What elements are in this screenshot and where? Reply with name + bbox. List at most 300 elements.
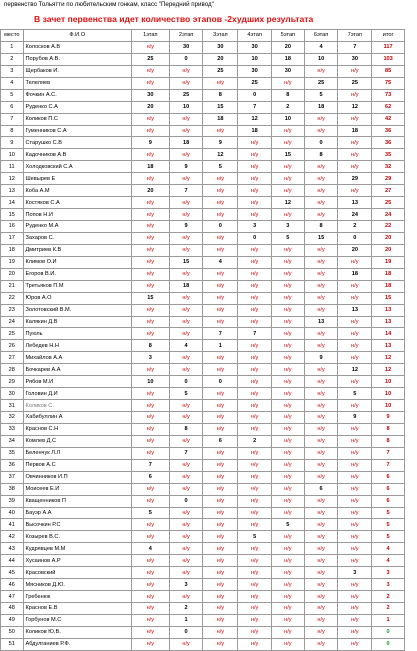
stage-cell: н/у	[203, 185, 238, 197]
stage-cell: 8	[304, 149, 338, 161]
stage-cell: н/у	[169, 77, 203, 89]
place-cell: 19	[1, 256, 24, 268]
name-cell: Кудрявцев М.М	[23, 543, 131, 555]
stage-cell: н/у	[304, 447, 338, 459]
column-header: 3этап	[203, 30, 238, 42]
stage-cell: н/у	[272, 555, 305, 567]
stage-cell: н/у	[238, 471, 272, 483]
stage-cell: н/у	[304, 364, 338, 376]
name-cell: Колосков А.В	[23, 41, 131, 53]
stage-cell: н/у	[238, 423, 272, 435]
stage-cell: н/у	[272, 400, 305, 412]
name-cell: Краснов С.Н	[23, 423, 131, 435]
stage-cell: н/у	[304, 591, 338, 603]
stage-cell: н/у	[203, 447, 238, 459]
place-cell: 35	[1, 447, 24, 459]
stage-cell: н/у	[304, 471, 338, 483]
stage-cell: н/у	[304, 567, 338, 579]
stage-cell: н/у	[203, 197, 238, 209]
stage-cell: 13	[338, 197, 372, 209]
stage-cell: 8	[304, 221, 338, 233]
table-row	[1, 53, 405, 65]
stage-cell: н/у	[131, 244, 169, 256]
stage-cell: н/у	[169, 316, 203, 328]
stage-cell: 7	[131, 459, 169, 471]
stage-cell: н/у	[131, 41, 169, 53]
stage-cell: н/у	[272, 244, 305, 256]
stage-cell: н/у	[131, 256, 169, 268]
stage-cell: н/у	[238, 603, 272, 615]
place-cell: 14	[1, 197, 24, 209]
stage-cell: н/у	[304, 603, 338, 615]
name-cell: Щербаков И.	[23, 65, 131, 77]
stage-cell: н/у	[131, 435, 169, 447]
table-row	[1, 400, 405, 412]
place-cell: 2	[1, 53, 24, 65]
stage-cell: н/у	[131, 221, 169, 233]
stage-cell: н/у	[304, 555, 338, 567]
name-cell: Гребенюк	[23, 591, 131, 603]
table-row	[1, 137, 405, 149]
name-cell: Телеляев	[23, 77, 131, 89]
total-cell: 13	[372, 304, 405, 316]
stage-cell: 5	[272, 232, 305, 244]
stage-cell: н/у	[169, 519, 203, 531]
stage-cell: н/у	[238, 447, 272, 459]
stage-cell: н/у	[203, 507, 238, 519]
stage-cell: н/у	[304, 268, 338, 280]
stage-cell: н/у	[238, 567, 272, 579]
stage-cell: 10	[304, 53, 338, 65]
stage-cell: 9	[203, 137, 238, 149]
stage-cell: н/у	[304, 197, 338, 209]
stage-cell: н/у	[203, 364, 238, 376]
table-row	[1, 125, 405, 137]
stage-cell: 29	[338, 173, 372, 185]
stage-cell: н/у	[272, 423, 305, 435]
stage-cell: н/у	[169, 483, 203, 495]
stage-cell: н/у	[338, 280, 372, 292]
stage-cell: н/у	[203, 412, 238, 424]
stage-cell: 18	[131, 161, 169, 173]
stage-cell: н/у	[203, 626, 238, 638]
place-cell: 16	[1, 221, 24, 233]
stage-cell: н/у	[338, 483, 372, 495]
table-row	[1, 531, 405, 543]
stage-cell: н/у	[203, 591, 238, 603]
stage-cell: н/у	[203, 352, 238, 364]
stage-cell: н/у	[131, 173, 169, 185]
total-cell: 73	[372, 89, 405, 101]
stage-cell: н/у	[338, 185, 372, 197]
stage-cell: н/у	[338, 89, 372, 101]
table-row	[1, 197, 405, 209]
stage-cell: 18	[304, 101, 338, 113]
column-header: итог	[372, 30, 405, 42]
stage-cell: н/у	[238, 579, 272, 591]
stage-cell: н/у	[272, 435, 305, 447]
table-row	[1, 579, 405, 591]
stage-cell: н/у	[272, 268, 305, 280]
place-cell: 43	[1, 543, 24, 555]
total-cell: 5	[372, 507, 405, 519]
table-row	[1, 89, 405, 101]
stage-cell: н/у	[304, 113, 338, 125]
stage-cell: н/у	[169, 412, 203, 424]
stage-cell: 0	[169, 53, 203, 65]
stage-cell: н/у	[238, 400, 272, 412]
stage-cell: 15	[169, 256, 203, 268]
name-cell: Хабибуллин А	[23, 412, 131, 424]
stage-cell: н/у	[272, 77, 305, 89]
stage-cell: 7	[338, 41, 372, 53]
stage-cell: н/у	[131, 280, 169, 292]
stage-cell: 9	[304, 352, 338, 364]
stage-cell: н/у	[238, 495, 272, 507]
stage-cell: 5	[304, 89, 338, 101]
stage-cell: н/у	[338, 626, 372, 638]
total-cell: 7	[372, 447, 405, 459]
stage-cell: н/у	[272, 137, 305, 149]
stage-cell: н/у	[272, 614, 305, 626]
stage-cell: 4	[131, 543, 169, 555]
stage-cell: 25	[338, 77, 372, 89]
column-header: 6этап	[304, 30, 338, 42]
place-cell: 23	[1, 304, 24, 316]
column-header: 2этап	[169, 30, 203, 42]
table-row	[1, 376, 405, 388]
place-cell: 25	[1, 328, 24, 340]
stage-cell: н/у	[304, 626, 338, 638]
stage-cell: 7	[203, 328, 238, 340]
stage-cell: 10	[272, 113, 305, 125]
place-cell: 12	[1, 173, 24, 185]
table-row	[1, 447, 405, 459]
stage-cell: н/у	[304, 304, 338, 316]
stage-cell: 0	[203, 221, 238, 233]
stage-cell: н/у	[203, 603, 238, 615]
stage-cell: н/у	[304, 459, 338, 471]
stage-cell: 1	[203, 340, 238, 352]
stage-cell: н/у	[203, 519, 238, 531]
stage-cell: н/у	[304, 435, 338, 447]
stage-cell: н/у	[131, 483, 169, 495]
stage-cell: н/у	[272, 531, 305, 543]
total-cell: 8	[372, 423, 405, 435]
stage-cell: н/у	[338, 471, 372, 483]
stage-cell: н/у	[304, 531, 338, 543]
total-cell: 5	[372, 531, 405, 543]
stage-cell: н/у	[203, 304, 238, 316]
stage-cell: 2	[238, 435, 272, 447]
stage-cell: н/у	[238, 519, 272, 531]
total-cell: 13	[372, 340, 405, 352]
stage-cell: н/у	[131, 388, 169, 400]
name-cell: Абдулганиев Р.Ф.	[23, 638, 131, 650]
stage-cell: н/у	[304, 388, 338, 400]
place-cell: 28	[1, 364, 24, 376]
stage-cell: 3	[238, 221, 272, 233]
stage-cell: 20	[131, 101, 169, 113]
stage-cell: н/у	[338, 400, 372, 412]
stage-cell: н/у	[238, 256, 272, 268]
stage-cell: н/у	[338, 113, 372, 125]
stage-cell: н/у	[203, 423, 238, 435]
stage-cell: н/у	[131, 614, 169, 626]
stage-cell: н/у	[169, 244, 203, 256]
stage-cell: н/у	[169, 400, 203, 412]
place-cell: 38	[1, 483, 24, 495]
stage-cell: н/у	[272, 364, 305, 376]
table-row	[1, 316, 405, 328]
name-cell: Бочкарев А.А	[23, 364, 131, 376]
stage-cell: н/у	[203, 268, 238, 280]
stage-cell: н/у	[304, 340, 338, 352]
stage-cell: н/у	[272, 638, 305, 650]
stage-cell: н/у	[169, 125, 203, 137]
place-cell: 37	[1, 471, 24, 483]
table-row	[1, 638, 405, 650]
name-cell: Овчинников И.П	[23, 471, 131, 483]
stage-cell: н/у	[304, 328, 338, 340]
stage-cell: н/у	[169, 543, 203, 555]
stage-cell: н/у	[203, 483, 238, 495]
table-row	[1, 495, 405, 507]
place-cell: 15	[1, 209, 24, 221]
table-row	[1, 328, 405, 340]
table-row	[1, 412, 405, 424]
stage-cell: н/у	[338, 316, 372, 328]
place-cell: 9	[1, 137, 24, 149]
stage-cell: н/у	[131, 125, 169, 137]
stage-cell: н/у	[131, 495, 169, 507]
stage-cell: н/у	[238, 555, 272, 567]
stage-cell: н/у	[304, 638, 338, 650]
total-cell: 117	[372, 41, 405, 53]
total-cell: 20	[372, 232, 405, 244]
stage-cell: 9	[131, 137, 169, 149]
stage-cell: 20	[272, 41, 305, 53]
stage-cell: н/у	[203, 400, 238, 412]
name-cell: Климов О.И	[23, 256, 131, 268]
stage-cell: 2	[169, 603, 203, 615]
stage-cell: н/у	[203, 638, 238, 650]
stage-cell: н/у	[203, 388, 238, 400]
stage-cell: н/у	[338, 137, 372, 149]
name-cell: Беленчук Л.Л	[23, 447, 131, 459]
place-cell: 33	[1, 423, 24, 435]
name-cell: Лебедев Н.Н	[23, 340, 131, 352]
stage-cell: 7	[238, 101, 272, 113]
table-row	[1, 173, 405, 185]
stage-cell: н/у	[338, 149, 372, 161]
total-cell: 13	[372, 316, 405, 328]
column-header: 1этап	[131, 30, 169, 42]
total-cell: 2	[372, 591, 405, 603]
stage-cell: 12	[272, 197, 305, 209]
name-cell: Головин Д.И	[23, 388, 131, 400]
name-cell: Краснов Е.В	[23, 603, 131, 615]
stage-cell: 3	[338, 567, 372, 579]
stage-cell: н/у	[238, 352, 272, 364]
stage-cell: н/у	[131, 316, 169, 328]
stage-cell: н/у	[131, 328, 169, 340]
total-cell: 20	[372, 244, 405, 256]
stage-cell: н/у	[304, 185, 338, 197]
total-cell: 6	[372, 495, 405, 507]
place-cell: 51	[1, 638, 24, 650]
results-table-body	[1, 30, 405, 651]
table-row	[1, 352, 405, 364]
stage-cell: 20	[131, 185, 169, 197]
stage-cell: н/у	[131, 268, 169, 280]
stage-cell: н/у	[169, 209, 203, 221]
stage-cell: н/у	[338, 340, 372, 352]
stage-cell: н/у	[238, 614, 272, 626]
stage-cell: 9	[338, 412, 372, 424]
stage-cell: н/у	[238, 209, 272, 221]
stage-cell: н/у	[272, 340, 305, 352]
stage-cell: н/у	[131, 412, 169, 424]
stage-cell: н/у	[131, 77, 169, 89]
stage-cell: н/у	[131, 400, 169, 412]
stage-cell: н/у	[304, 65, 338, 77]
stage-cell: н/у	[272, 471, 305, 483]
stage-cell: н/у	[272, 388, 305, 400]
stage-cell: н/у	[238, 638, 272, 650]
name-cell: Коликов Ю.В.	[23, 626, 131, 638]
stage-cell: 9	[169, 161, 203, 173]
stage-cell: 30	[169, 41, 203, 53]
stage-cell: н/у	[338, 256, 372, 268]
table-row	[1, 161, 405, 173]
stage-cell: н/у	[304, 209, 338, 221]
total-cell: 42	[372, 113, 405, 125]
table-row	[1, 459, 405, 471]
stage-cell: н/у	[338, 459, 372, 471]
total-cell: 24	[372, 209, 405, 221]
place-cell: 26	[1, 340, 24, 352]
stage-cell: 6	[304, 483, 338, 495]
table-row	[1, 435, 405, 447]
stage-cell: н/у	[203, 125, 238, 137]
stage-cell: н/у	[238, 340, 272, 352]
stage-cell: н/у	[238, 173, 272, 185]
stage-cell: н/у	[272, 495, 305, 507]
column-header: место	[1, 30, 24, 42]
stage-cell: н/у	[304, 292, 338, 304]
stage-cell: н/у	[131, 65, 169, 77]
table-row	[1, 507, 405, 519]
place-cell: 17	[1, 232, 24, 244]
stage-cell: н/у	[272, 376, 305, 388]
stage-cell: н/у	[131, 567, 169, 579]
name-cell: Козырев В.С.	[23, 531, 131, 543]
name-cell: Пуюль	[23, 328, 131, 340]
total-cell: 10	[372, 376, 405, 388]
total-cell: 75	[372, 77, 405, 89]
stage-cell: н/у	[272, 483, 305, 495]
stage-cell: н/у	[131, 364, 169, 376]
table-row	[1, 543, 405, 555]
table-row	[1, 101, 405, 113]
stage-cell: 18	[338, 268, 372, 280]
stage-cell: н/у	[338, 435, 372, 447]
place-cell: 41	[1, 519, 24, 531]
place-cell: 42	[1, 531, 24, 543]
stage-cell: н/у	[131, 149, 169, 161]
name-cell: Руденко М.А	[23, 221, 131, 233]
stage-cell: н/у	[304, 412, 338, 424]
stage-cell: 18	[272, 53, 305, 65]
place-cell: 13	[1, 185, 24, 197]
stage-cell: н/у	[338, 555, 372, 567]
table-row	[1, 280, 405, 292]
stage-cell: н/у	[304, 161, 338, 173]
place-cell: 18	[1, 244, 24, 256]
stage-cell: н/у	[238, 412, 272, 424]
stage-cell: 30	[238, 65, 272, 77]
stage-cell: н/у	[272, 352, 305, 364]
table-row	[1, 113, 405, 125]
stage-cell: н/у	[203, 209, 238, 221]
stage-cell: н/у	[203, 292, 238, 304]
stage-cell: н/у	[304, 256, 338, 268]
stage-cell: н/у	[169, 304, 203, 316]
stage-cell: 1	[169, 614, 203, 626]
stage-cell: 18	[338, 125, 372, 137]
name-cell: Юров А.О	[23, 292, 131, 304]
total-cell: 12	[372, 364, 405, 376]
stage-cell: н/у	[169, 567, 203, 579]
table-row	[1, 65, 405, 77]
place-cell: 50	[1, 626, 24, 638]
stage-cell: н/у	[169, 149, 203, 161]
stage-cell: 5	[203, 161, 238, 173]
stage-cell: 3	[169, 579, 203, 591]
total-cell: 10	[372, 388, 405, 400]
total-cell: 14	[372, 328, 405, 340]
stage-cell: 0	[169, 495, 203, 507]
total-cell: 0	[372, 626, 405, 638]
place-cell: 29	[1, 376, 24, 388]
stage-cell: н/у	[338, 591, 372, 603]
table-row	[1, 292, 405, 304]
place-cell: 1	[1, 41, 24, 53]
total-cell: 22	[372, 221, 405, 233]
stage-cell: 5	[338, 388, 372, 400]
table-row	[1, 364, 405, 376]
stage-cell: 8	[272, 89, 305, 101]
table-row	[1, 149, 405, 161]
stage-cell: н/у	[131, 519, 169, 531]
stage-cell: 3	[131, 352, 169, 364]
stage-cell: 18	[169, 280, 203, 292]
name-cell: Калякин Д.В	[23, 316, 131, 328]
stage-cell: н/у	[272, 579, 305, 591]
place-cell: 5	[1, 89, 24, 101]
stage-cell: 18	[169, 137, 203, 149]
stage-cell: 30	[131, 89, 169, 101]
name-cell: Попов Н.И	[23, 209, 131, 221]
table-row	[1, 244, 405, 256]
stage-cell: 7	[169, 447, 203, 459]
stage-cell: н/у	[272, 304, 305, 316]
stage-cell: н/у	[272, 507, 305, 519]
stage-cell: н/у	[131, 579, 169, 591]
name-cell: Красовский	[23, 567, 131, 579]
stage-cell: н/у	[238, 591, 272, 603]
